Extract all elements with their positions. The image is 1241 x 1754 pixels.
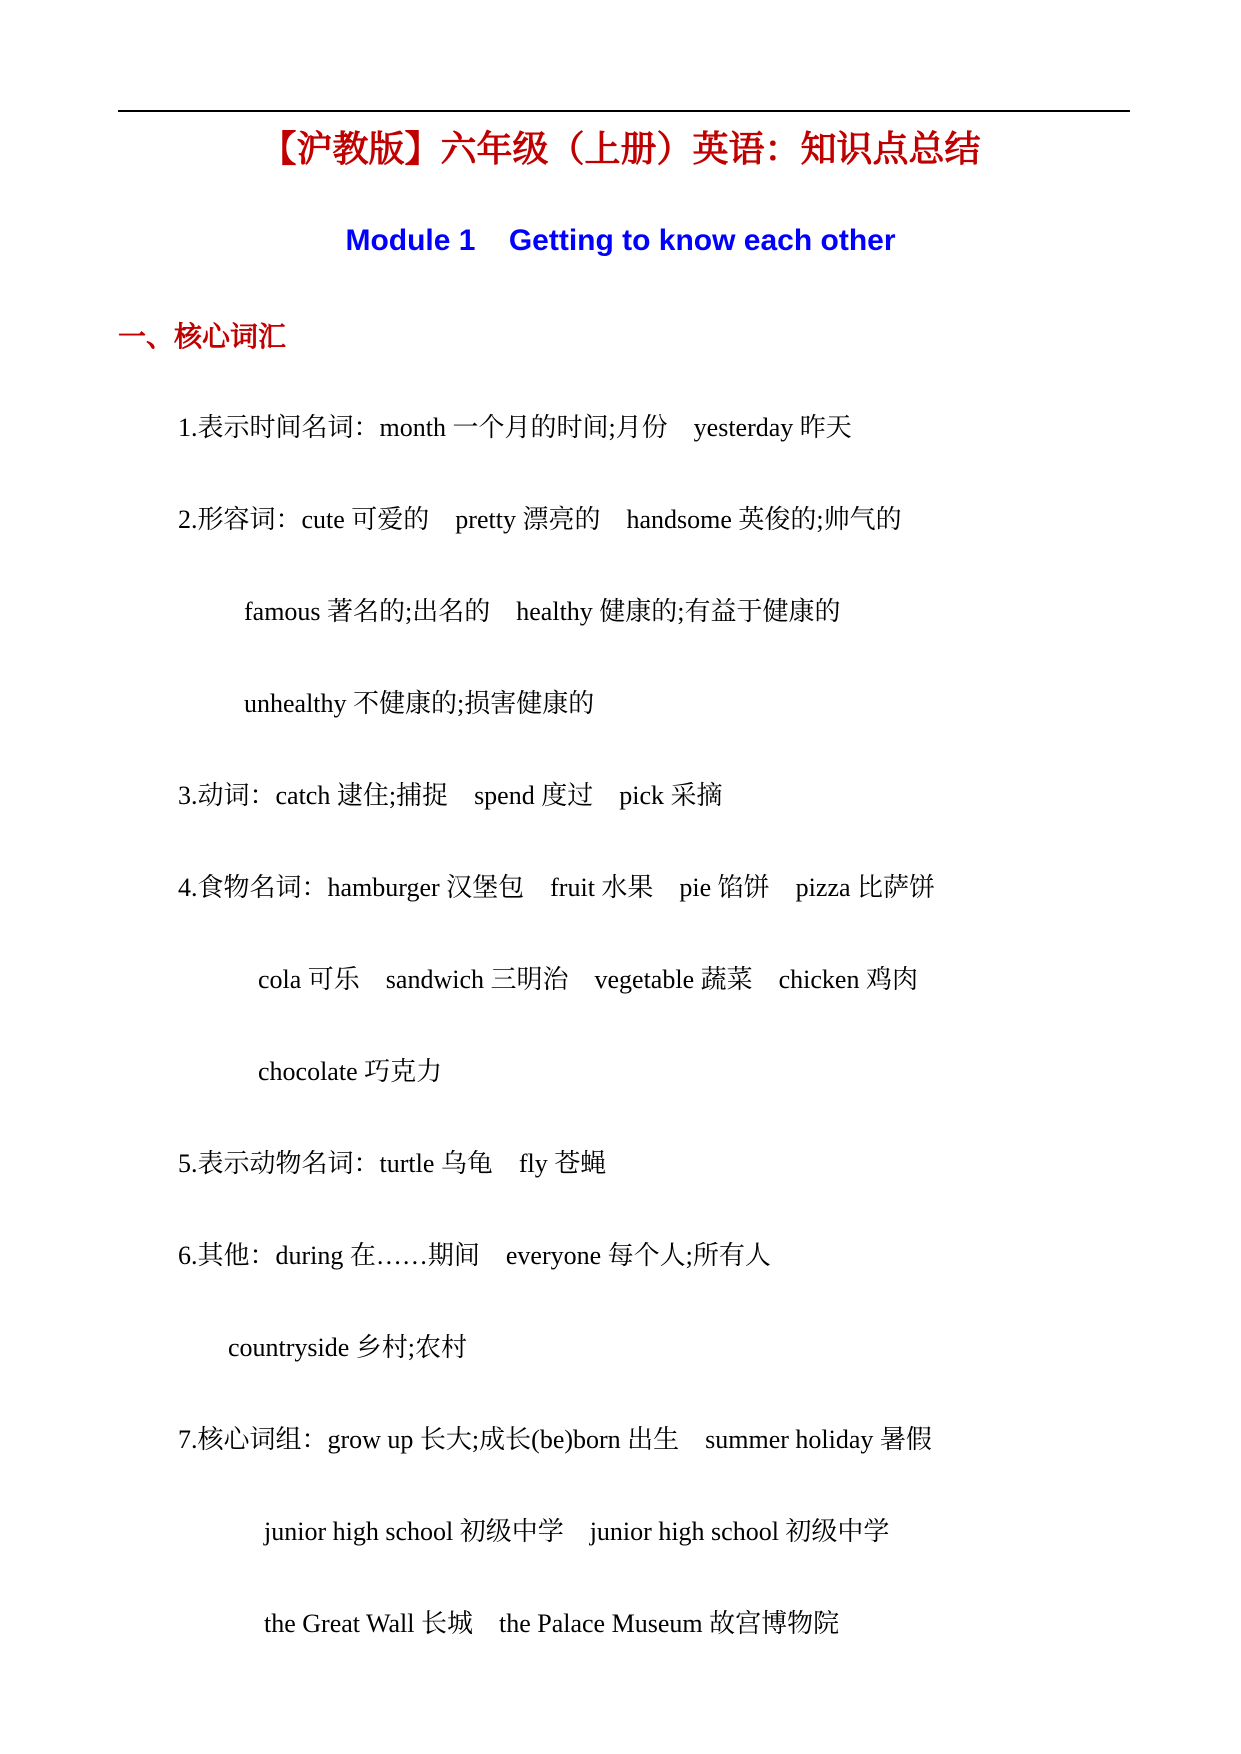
- vocab-line-7-core-phrases-cont-2: the Great Wall 长城 the Palace Museum 故宫博物院: [264, 1609, 840, 1638]
- vocab-line-2-adjectives-cont-2: unhealthy 不健康的;损害健康的: [244, 689, 595, 718]
- vocab-line-7-core-phrases-cont-1: junior high school 初级中学 junior high school 初级中学: [264, 1517, 890, 1546]
- vocab-line-5-animal-nouns: 5.表示动物名词：turtle 乌龟 fly 苍蝇: [178, 1149, 607, 1178]
- vocab-line-2-adjectives: 2.形容词：cute 可爱的 pretty 漂亮的 handsome 英俊的;帅气的: [178, 505, 902, 534]
- vocab-line-1-time-nouns: 1.表示时间名词：month 一个月的时间;月份 yesterday 昨天: [178, 413, 852, 442]
- section-heading-core-vocabulary: 一、核心词汇: [118, 320, 287, 353]
- document-title: 【沪教版】六年级（上册）英语：知识点总结: [260, 129, 981, 170]
- vocab-line-3-verbs: 3.动词：catch 逮住;捕捉 spend 度过 pick 采摘: [178, 781, 723, 810]
- vocab-line-6-others-cont: countryside 乡村;农村: [228, 1333, 468, 1362]
- vocab-line-6-others: 6.其他：during 在……期间 everyone 每个人;所有人: [178, 1241, 771, 1270]
- vocab-line-4-food-nouns: 4.食物名词：hamburger 汉堡包 fruit 水果 pie 馅饼 pizza 比萨饼: [178, 873, 936, 902]
- vocab-line-4-food-nouns-cont-1: cola 可乐 sandwich 三明治 vegetable 蔬菜 chicken 鸡肉: [258, 965, 918, 994]
- vocab-line-2-adjectives-cont-1: famous 著名的;出名的 healthy 健康的;有益于健康的: [244, 597, 841, 626]
- top-horizontal-rule: [118, 110, 1130, 112]
- vocab-line-7-core-phrases: 7.核心词组：grow up 长大;成长(be)born 出生 summer holiday 暑假: [178, 1425, 932, 1454]
- module-title: Module 1 Getting to know each other: [345, 224, 896, 257]
- vocab-line-4-food-nouns-cont-2: chocolate 巧克力: [258, 1057, 443, 1086]
